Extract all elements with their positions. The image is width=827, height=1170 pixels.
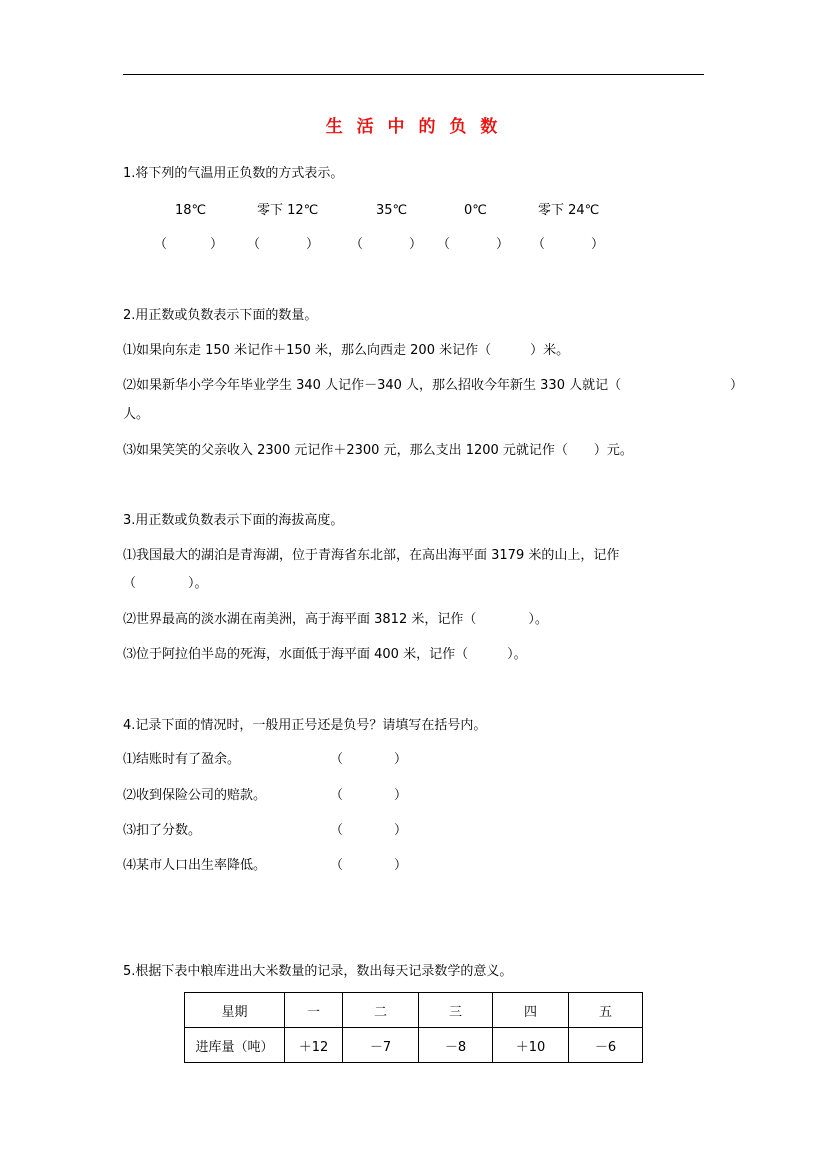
q4-answer-close-3: ）: [394, 823, 408, 838]
value-cell-thu: ＋10: [493, 1028, 569, 1063]
q2-item-2-line-1: ⑵如果新华小学今年毕业学生 340 人记作－340 人，那么招收今年新生 330 人就记（: [123, 378, 622, 393]
header-cell-fri: 五: [569, 993, 643, 1028]
row-label-cell: 进库量（吨）: [185, 1028, 285, 1063]
q2-item-3: ⑶如果笑笑的父亲收入 2300 元记作＋2300 元，那么支出 1200 元就记作（ ）元。: [123, 443, 633, 458]
q1-answer-open-3[interactable]: （: [350, 237, 364, 252]
q2-item-2-close: ）: [730, 378, 744, 393]
q1-temp-1: 18℃: [175, 203, 207, 218]
q1-temp-5: 零下 24℃: [538, 203, 600, 218]
value-cell-tue: －7: [343, 1028, 419, 1063]
q4-prompt: 4.记录下面的情况时，一般用正号还是负号？请填写在括号内。: [123, 718, 487, 733]
q1-prompt: 1.将下列的气温用正负数的方式表示。: [123, 166, 344, 181]
q4-answer-open-2[interactable]: （: [330, 788, 344, 803]
q1-answer-open-1[interactable]: （: [154, 237, 168, 252]
q1-answer-close-3: ）: [409, 237, 423, 252]
grain-record-table: [184, 992, 643, 1063]
q4-item-3: ⑶扣了分数。: [123, 823, 202, 838]
header-rule: [123, 74, 704, 75]
value-cell-wed: －8: [419, 1028, 493, 1063]
q4-answer-close-1: ）: [394, 752, 408, 767]
q3-item-2: ⑵世界最高的淡水湖在南美洲，高于海平面 3812 米，记作（ ）。: [123, 612, 548, 627]
q1-answer-close-5: ）: [591, 237, 605, 252]
q4-item-1: ⑴结账时有了盈余。: [123, 752, 241, 767]
q3-item-1-line-2: （ ）。: [123, 576, 208, 591]
q4-item-2: ⑵收到保险公司的赔款。: [123, 788, 267, 803]
q1-answer-close-1: ）: [210, 237, 224, 252]
q5-prompt: 5.根据下表中粮库进出大米数量的记录，数出每天记录数学的意义。: [123, 964, 513, 979]
q4-answer-close-2: ）: [394, 788, 408, 803]
q1-answer-open-2[interactable]: （: [247, 237, 261, 252]
value-cell-fri: －6: [569, 1028, 643, 1063]
q1-temp-4: 0℃: [464, 203, 487, 218]
q1-answer-open-4[interactable]: （: [437, 237, 451, 252]
q2-item-2-line-2: 人。: [123, 407, 150, 422]
q4-item-4: ⑷某市人口出生率降低。: [123, 858, 267, 873]
value-cell-mon: ＋12: [285, 1028, 343, 1063]
q2-item-1: ⑴如果向东走 150 米记作＋150 米，那么向西走 200 米记作（ ）米。: [123, 343, 570, 358]
header-cell-tue: 二: [343, 993, 419, 1028]
q3-prompt: 3.用正数或负数表示下面的海拔高度。: [123, 513, 344, 528]
q4-answer-open-4[interactable]: （: [330, 858, 344, 873]
q3-item-3: ⑶位于阿拉伯半岛的死海，水面低于海平面 400 米，记作（ ）。: [123, 647, 527, 662]
q1-temp-2: 零下 12℃: [257, 203, 319, 218]
q1-answer-open-5[interactable]: （: [532, 237, 546, 252]
table-header-row: [185, 993, 643, 1028]
q1-answer-close-2: ）: [306, 237, 320, 252]
table-row: [185, 1028, 643, 1063]
q4-answer-close-4: ）: [394, 858, 408, 873]
q4-answer-open-3[interactable]: （: [330, 823, 344, 838]
header-cell-wed: 三: [419, 993, 493, 1028]
q1-answer-close-4: ）: [496, 237, 510, 252]
q2-prompt: 2.用正数或负数表示下面的数量。: [123, 308, 318, 323]
header-cell-thu: 四: [493, 993, 569, 1028]
q4-answer-open-1[interactable]: （: [330, 752, 344, 767]
page-title: 生 活 中 的 负 数: [325, 117, 502, 137]
header-cell-mon: 一: [285, 993, 343, 1028]
header-cell-weekday: 星期: [185, 993, 285, 1028]
q1-temp-3: 35℃: [376, 203, 408, 218]
q3-item-1-line-1: ⑴我国最大的湖泊是青海湖，位于青海省东北部，在高出海平面 3179 米的山上，记作: [123, 548, 620, 563]
